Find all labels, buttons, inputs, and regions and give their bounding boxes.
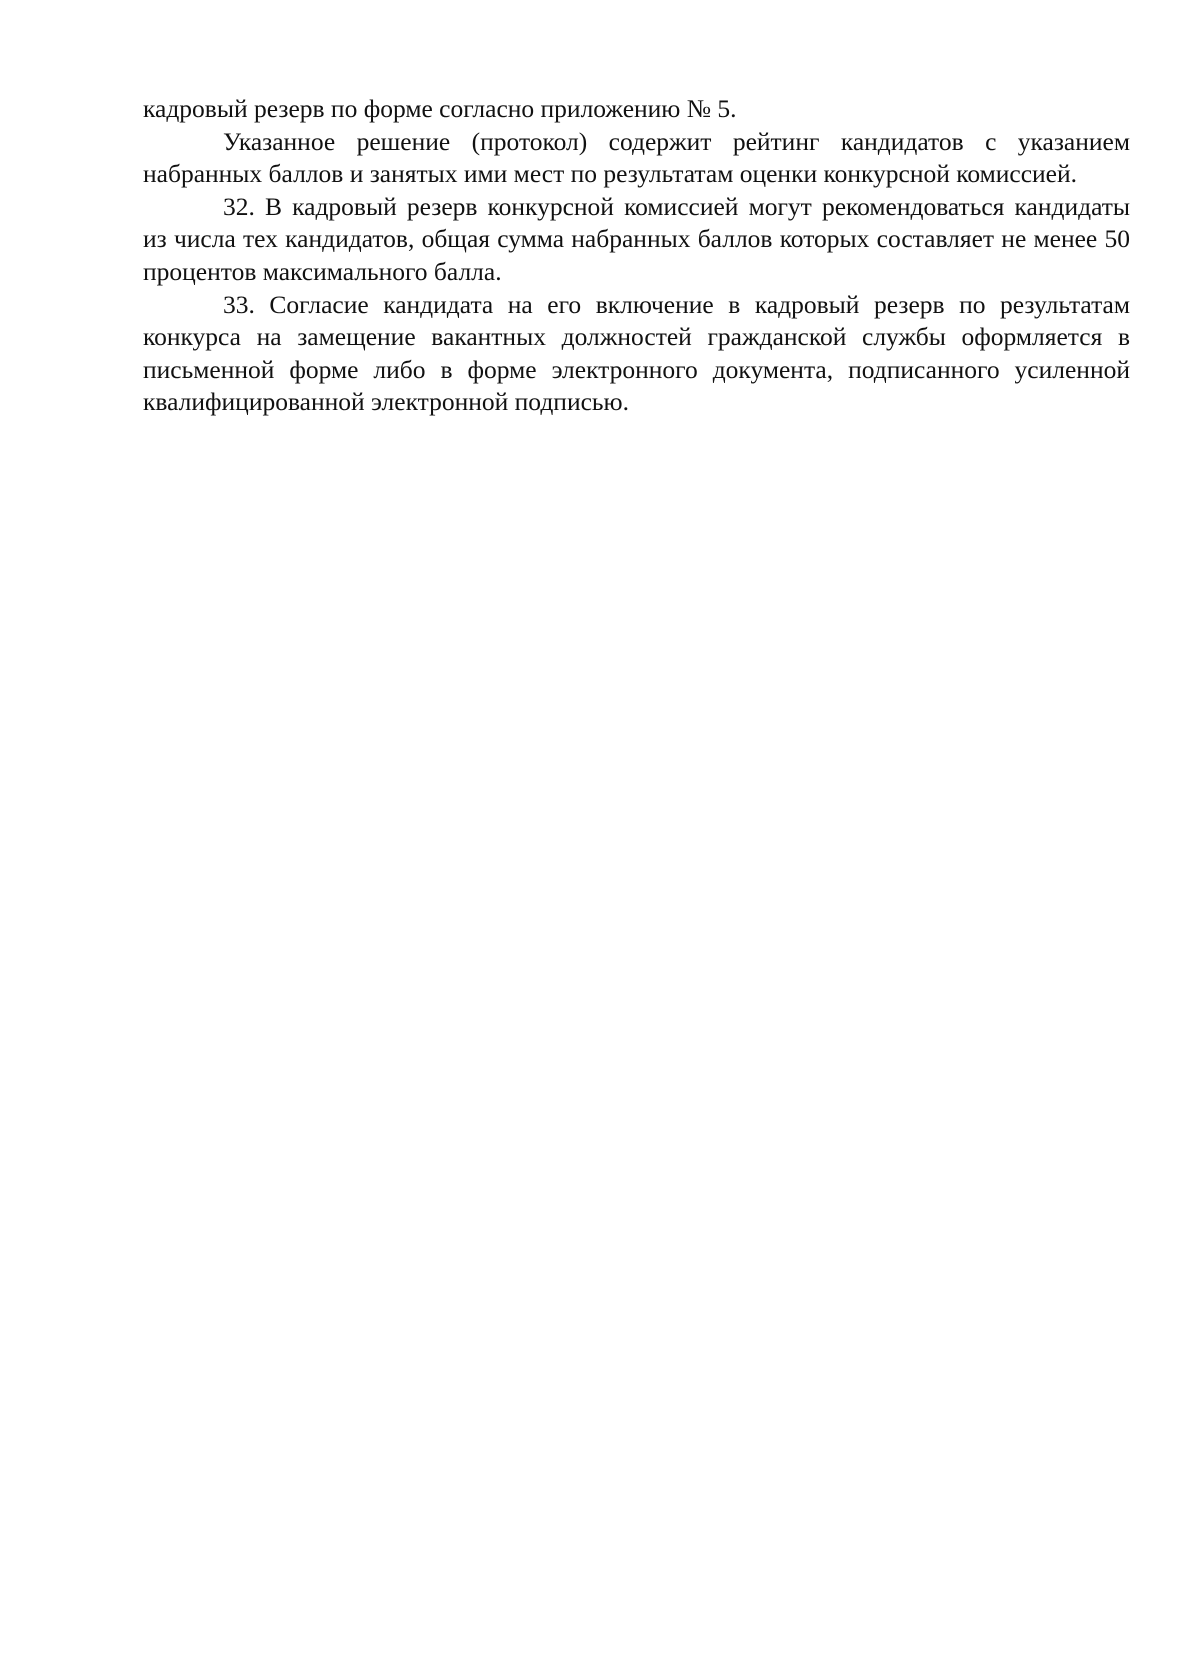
paragraph-continuation: кадровый резерв по форме согласно приложению № 5.	[143, 94, 737, 123]
paragraph-decision-protocol: Указанное решение (протокол) содержит рейтинг кандидатов с указанием набранных баллов и занятых ими мест по результатам оценки конкурсной комиссией.	[143, 126, 1130, 189]
paragraph-item-32: 32. В кадровый резерв конкурсной комиссией могут рекомендоваться кандидаты из числа тех кандидатов, общая сумма набранных баллов которых составляет не менее 50 процентов максимального балла.	[143, 191, 1130, 286]
document-body	[143, 93, 1130, 419]
paragraph-item-33: 33. Согласие кандидата на его включение в кадровый резерв по результатам конкурса на замещение вакантных должностей гражданской службы оформляется в письменной форме либо в форме электронного документа, подписанного усиленной квалифицированной электронной подписью.	[143, 289, 1130, 417]
